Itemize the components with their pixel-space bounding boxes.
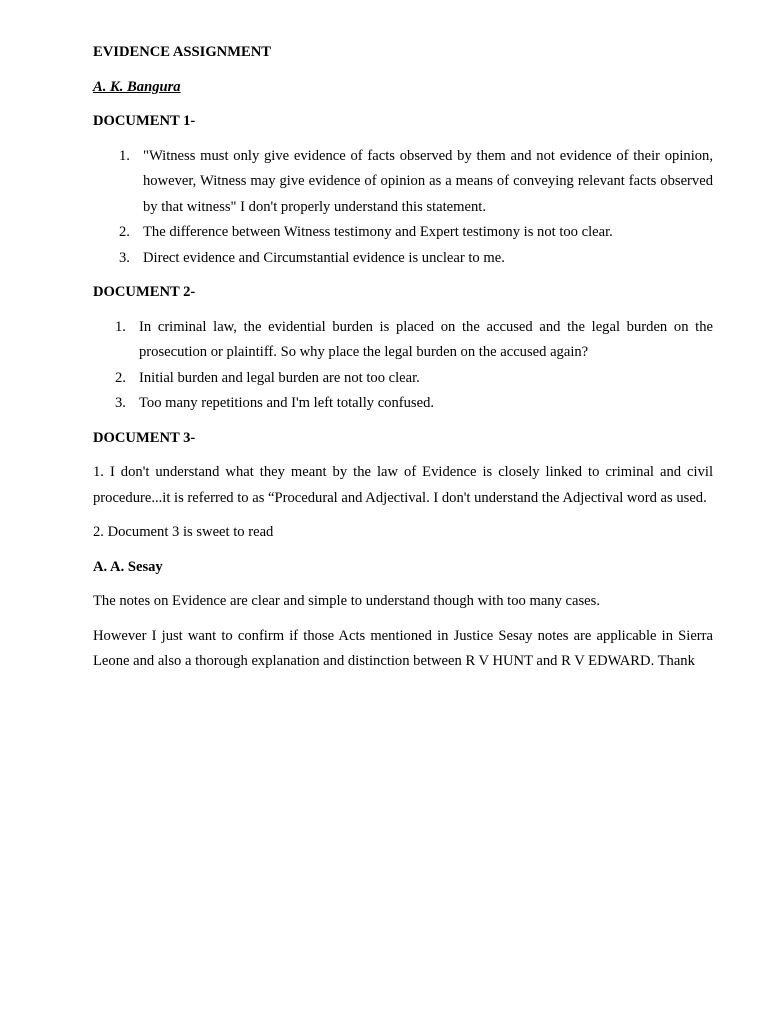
author-name-bangura: A. K. Bangura (93, 78, 181, 95)
document-2-heading: DOCUMENT 2- (93, 284, 196, 300)
list-item-number: 2. (119, 224, 130, 240)
list-item-number: 3. (119, 249, 130, 266)
list-item-text: Direct evidence and Circumstantial evidence is unclear to me. (143, 249, 505, 266)
document-3-paragraph-1: 1. I don't understand what they meant by the law of Evidence is closely linked to criminal and civil procedure...it is referred to as “Procedural and Adjectival. I don't understand the Adjectival word as used. (93, 464, 713, 506)
list-item (93, 246, 713, 272)
list-item-number: 1. (115, 318, 126, 335)
list-item-text: The difference between Witness testimony and Expert testimony is not too clear. (143, 224, 613, 240)
document-3-heading: DOCUMENT 3- (93, 429, 196, 446)
list-item-text: Initial burden and legal burden are not too clear. (139, 369, 420, 386)
list-item-text: "Witness must only give evidence of facts observed by them and not evidence of their opinion, however, Witness may give evidence of opinion as a means of conveying relevant facts observed by that witness" I don't properly understand this statement. (143, 147, 713, 215)
comment-paragraph-2: However I just want to confirm if those Acts mentioned in Justice Sesay notes are applicable in Sierra Leone and also a thorough explanation and distinction between R V HUNT and R V EDWARD. Thank (93, 627, 713, 669)
list-item (93, 220, 713, 246)
list-item-text: Too many repetitions and I'm left totally confused. (139, 395, 435, 411)
list-item (93, 144, 713, 221)
comment-paragraph-1: The notes on Evidence are clear and simple to understand though with too many cases. (93, 593, 600, 609)
document-2-list (93, 315, 713, 417)
list-item (93, 366, 713, 392)
document-1-heading: DOCUMENT 1- (93, 113, 196, 129)
list-item (93, 315, 713, 366)
document-title: EVIDENCE ASSIGNMENT (93, 44, 272, 60)
list-item-number: 2. (115, 369, 126, 386)
document-page (93, 40, 713, 684)
list-item-text: In criminal law, the evidential burden is placed on the accused and the legal burden on the prosecution or plaintiff. So why place the legal burden on the accused again? (139, 318, 713, 360)
list-item (93, 391, 713, 417)
document-3-paragraph-2: 2. Document 3 is sweet to read (93, 524, 274, 540)
list-item-number: 3. (115, 395, 126, 411)
author-name-sesay: A. A. Sesay (93, 558, 163, 575)
list-item-number: 1. (119, 147, 130, 164)
document-1-list (93, 144, 713, 272)
